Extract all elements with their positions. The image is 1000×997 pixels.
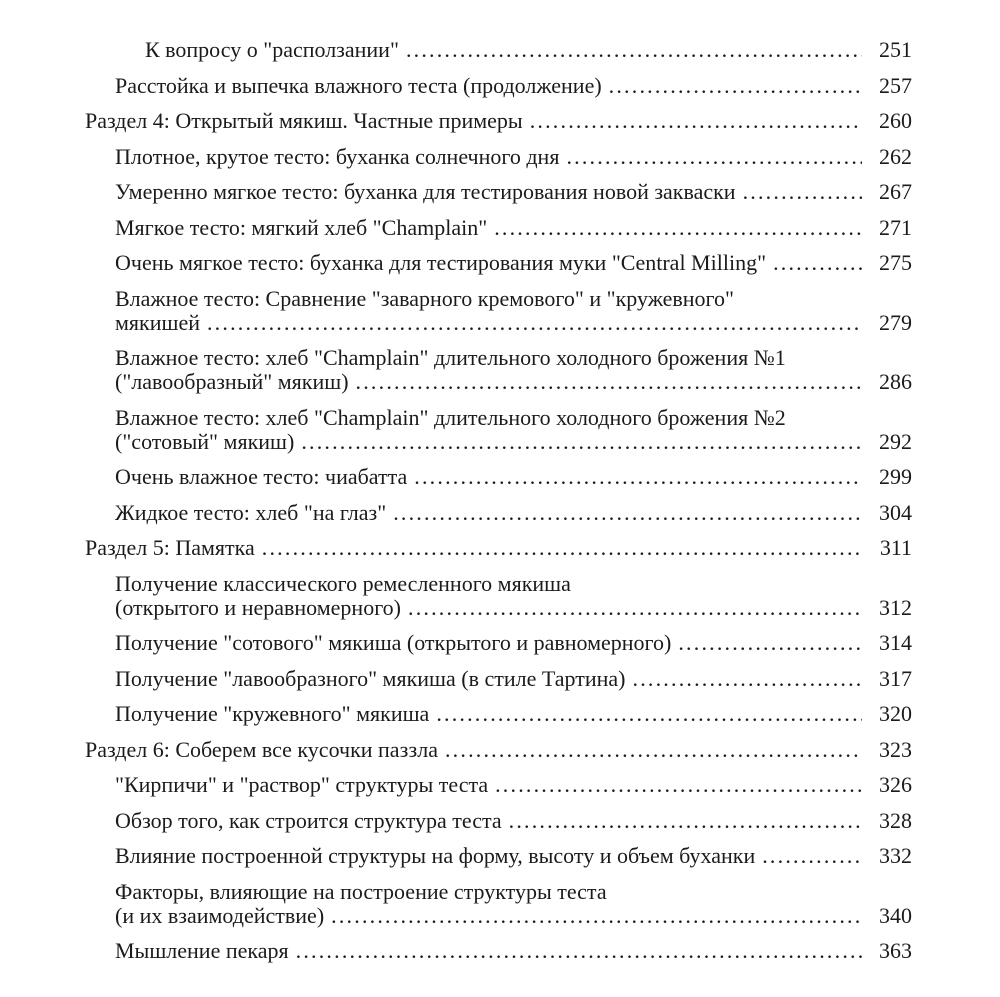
toc-dot-leader bbox=[566, 145, 862, 169]
toc-page-number: 260 bbox=[879, 108, 912, 133]
toc-entry-title: Умеренно мягкое тесто: буханка для тестирования новой закваски bbox=[115, 179, 736, 204]
toc-entry-title: Раздел 6: Соберем все кусочки паззла bbox=[85, 736, 438, 762]
toc-entry bbox=[0, 251, 912, 275]
toc-entry-title: Расстойка и выпечка влажного теста (продолжение) bbox=[115, 72, 602, 98]
toc-entry-title-wrap-line: Влажное тесто: хлеб "Champlain" длительного холодного брожения №1 bbox=[115, 346, 786, 370]
toc-entry-title: Получение "лавообразного" мякиша (в стиле Тартина) bbox=[115, 665, 626, 691]
toc-entry-title: ("сотовый" мякиш) bbox=[115, 428, 295, 454]
toc-entry-title: Жидкое тесто: хлеб "на глаз" bbox=[115, 499, 387, 525]
toc-dot-leader bbox=[262, 536, 862, 560]
toc-entry-title: Мышление пекаря bbox=[115, 938, 289, 963]
toc-dot-leader bbox=[356, 370, 862, 394]
toc-dot-leader bbox=[408, 596, 862, 620]
toc-page-number: 311 bbox=[879, 535, 912, 560]
toc-page-number: 304 bbox=[879, 499, 912, 525]
toc-dot-leader bbox=[393, 501, 862, 525]
toc-entry bbox=[0, 406, 912, 454]
toc-entry bbox=[0, 346, 912, 394]
toc-entry bbox=[0, 939, 912, 963]
toc-dot-leader bbox=[406, 38, 862, 62]
toc-dot-leader bbox=[436, 702, 862, 726]
toc-dot-leader bbox=[296, 939, 862, 963]
toc-entry-title-wrap-line: Факторы, влияющие на построение структуры теста bbox=[115, 879, 607, 904]
toc-entry bbox=[0, 38, 912, 62]
toc-page-number: 251 bbox=[879, 37, 912, 62]
toc-page-number: 332 bbox=[879, 843, 912, 868]
toc-entry bbox=[0, 572, 912, 620]
toc-entry-title: Влияние построенной структуры на форму, высоту и объем буханки bbox=[115, 843, 756, 868]
toc-dot-leader bbox=[762, 844, 862, 868]
toc-page-number: 279 bbox=[879, 309, 912, 335]
toc-entry-title-wrap-line: Влажное тесто: Сравнение "заварного кремового" и "кружевного" bbox=[115, 286, 734, 311]
toc-entry bbox=[0, 74, 912, 98]
toc-page-number: 363 bbox=[879, 938, 912, 963]
toc-entry bbox=[0, 631, 912, 655]
toc-entry-title: "Кирпичи" и "раствор" структуры теста bbox=[115, 772, 489, 797]
toc-dot-leader bbox=[494, 216, 862, 240]
toc-entry bbox=[0, 844, 912, 868]
toc-entry-title: Очень мягкое тесто: буханка для тестирования муки "Central Milling" bbox=[115, 250, 767, 275]
toc-entry bbox=[0, 216, 912, 240]
toc-entry-title: (и их взаимодействие) bbox=[115, 902, 325, 928]
toc-page-number: 257 bbox=[879, 72, 912, 98]
toc-entry-title: ("лавообразный" мякиш) bbox=[115, 369, 349, 394]
toc-page-number: 317 bbox=[879, 665, 912, 691]
toc-page-number: 286 bbox=[879, 369, 912, 394]
toc-dot-leader bbox=[743, 180, 862, 204]
toc-page-number: 320 bbox=[879, 701, 912, 726]
toc-entry bbox=[0, 109, 912, 133]
toc-entry bbox=[0, 738, 912, 762]
toc-entry-title: Очень влажное тесто: чиабатта bbox=[115, 464, 408, 489]
toc-entry-title: Обзор того, как строится структура теста bbox=[115, 807, 502, 833]
toc-dot-leader bbox=[445, 738, 862, 762]
toc-page-number: 323 bbox=[879, 736, 912, 762]
toc-entry bbox=[0, 287, 912, 335]
toc-dot-leader bbox=[301, 430, 862, 454]
toc-entry bbox=[0, 501, 912, 525]
toc-entry-title: Получение "кружевного" мякиша bbox=[115, 701, 430, 726]
toc-entry bbox=[0, 880, 912, 928]
toc-dot-leader bbox=[530, 109, 862, 133]
toc-entry-title: Раздел 4: Открытый мякиш. Частные примеры bbox=[85, 108, 523, 133]
toc-entry bbox=[0, 145, 912, 169]
toc-dot-leader bbox=[207, 311, 862, 335]
toc-entry-title-wrap-line: Влажное тесто: хлеб "Champlain" длительного холодного брожения №2 bbox=[115, 405, 786, 430]
toc-entry bbox=[0, 180, 912, 204]
toc-page-number: 326 bbox=[879, 772, 912, 797]
toc-page-number: 299 bbox=[879, 464, 912, 489]
toc-entry-title: (открытого и неравномерного) bbox=[115, 594, 401, 620]
toc-entry-title: мякишей bbox=[115, 309, 200, 335]
toc-dot-leader bbox=[331, 904, 862, 928]
toc-page-number: 262 bbox=[879, 143, 912, 169]
toc-dot-leader bbox=[773, 251, 862, 275]
toc-entry-title-wrap-line: Получение классического ремесленного мякиша bbox=[115, 571, 571, 596]
toc-page-number: 292 bbox=[879, 428, 912, 454]
toc-dot-leader bbox=[678, 631, 862, 655]
toc-page-number: 312 bbox=[879, 594, 912, 620]
toc-dot-leader bbox=[633, 667, 863, 691]
toc-entry-title: Мягкое тесто: мягкий хлеб "Champlain" bbox=[115, 214, 488, 240]
toc-entry-title: Раздел 5: Памятка bbox=[85, 535, 255, 560]
toc-dot-leader bbox=[509, 809, 862, 833]
toc-entry bbox=[0, 773, 912, 797]
toc-dot-leader bbox=[609, 74, 862, 98]
toc-dot-leader bbox=[414, 465, 862, 489]
toc-page-number: 275 bbox=[879, 250, 912, 275]
toc-entry-title: Плотное, крутое тесто: буханка солнечного дня bbox=[115, 143, 560, 169]
toc-entry bbox=[0, 465, 912, 489]
toc-dot-leader bbox=[495, 773, 862, 797]
toc-page-number: 340 bbox=[879, 902, 912, 928]
toc-entry bbox=[0, 809, 912, 833]
toc-page-number: 267 bbox=[879, 179, 912, 204]
toc-entry bbox=[0, 536, 912, 560]
toc-page-number: 271 bbox=[879, 214, 912, 240]
toc-entry-title: К вопросу о "расползании" bbox=[145, 37, 399, 62]
toc-entry bbox=[0, 702, 912, 726]
toc-entry bbox=[0, 667, 912, 691]
toc-entry-title: Получение "сотового" мякиша (открытого и равномерного) bbox=[115, 630, 672, 655]
toc-page-number: 328 bbox=[879, 807, 912, 833]
toc-page-number: 314 bbox=[879, 630, 912, 655]
toc-entry-list bbox=[0, 38, 912, 963]
